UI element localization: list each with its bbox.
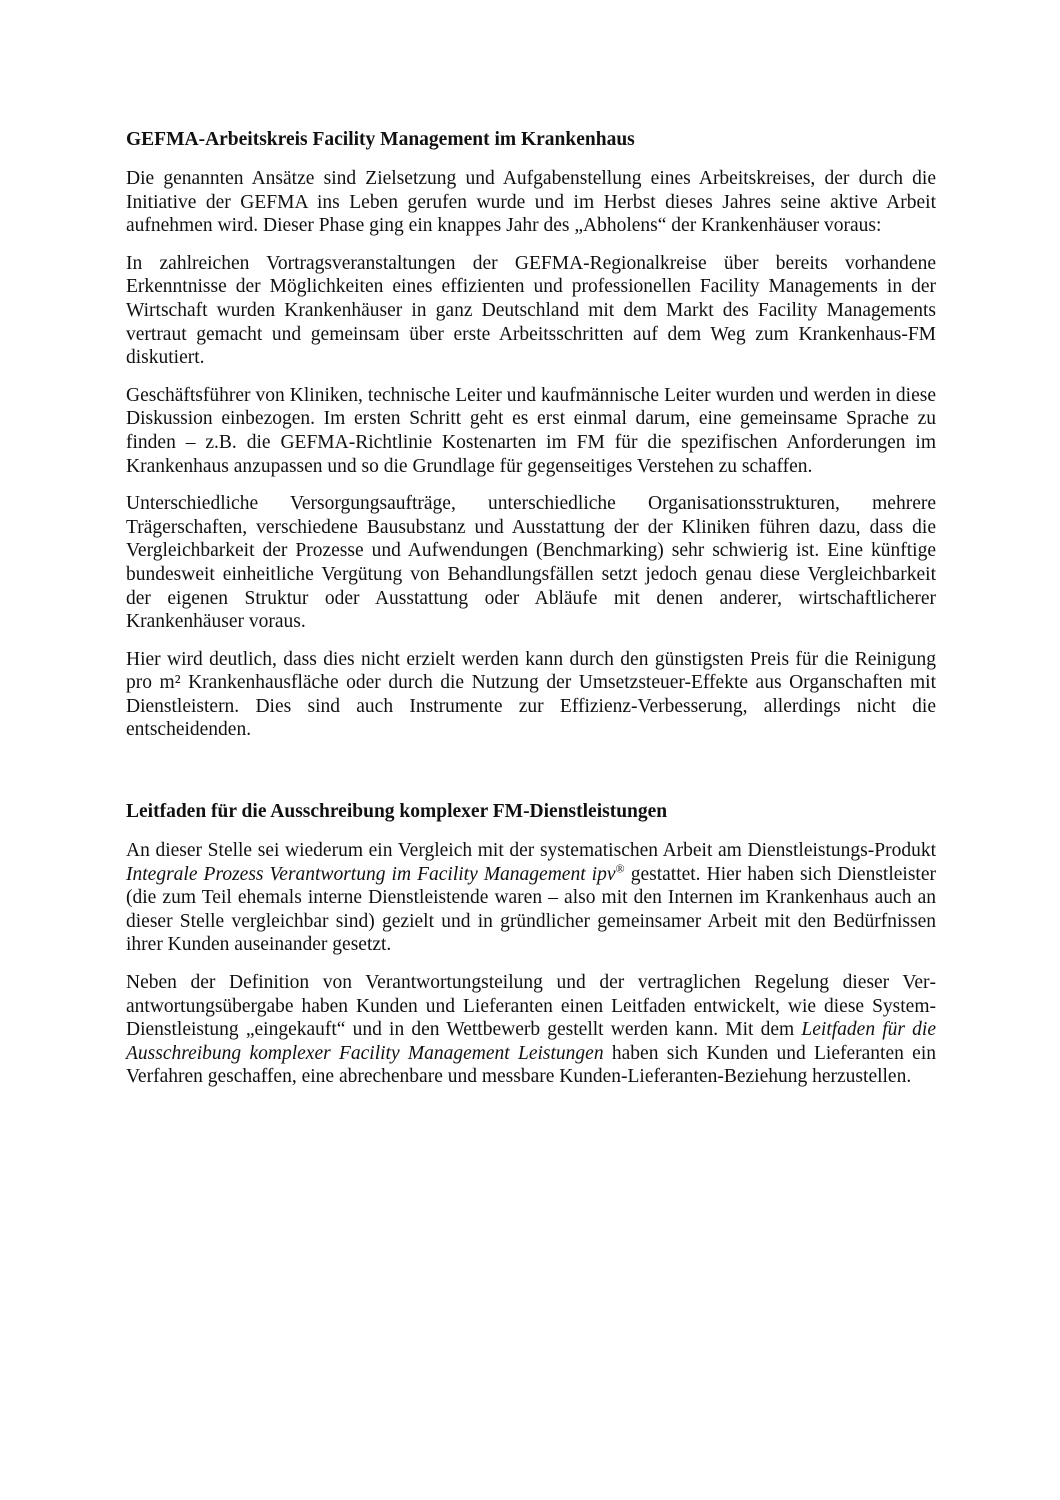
section-heading-gefma-arbeitskreis: GEFMA-Arbeitskreis Facility Management im Krankenhaus	[126, 129, 635, 150]
paragraph: Unterschiedliche Versorgungsaufträge, unterschiedliche Organisationsstrukturen, mehrere Trägerschaften, verschiedene Bausubstanz und Ausstattung der der Kliniken führen dazu, dass die Vergleichbarkeit der Prozesse und Aufwendungen (Benchmarking) sehr schwierig ist. Eine künftige bundesweit einheitliche Vergütung von Behandlungsfällen setzt jedoch genau diese Vergleichbarkeit der eigenen Struktur oder Ausstattung oder Abläufe mit denen anderer, wirtschaftlicherer Krankenhäuser voraus.	[126, 493, 936, 633]
document-page	[126, 128, 936, 1103]
paragraph: Die genannten Ansätze sind Zielsetzung und Aufgabenstellung eines Arbeitskreises, der durch die Initiative der GEFMA ins Leben gerufen wurde und im Herbst dieses Jahres seine aktive Arbeit aufnehmen wird. Dieser Phase ging ein knappes Jahr des „Abholens“ der Krankenhäuser voraus:	[126, 168, 936, 237]
paragraph-text: Neben der Definition von Verantwortungsteilung und der vertraglichen Regelung dieser Verantwortungsübergabe haben Kunden und Lieferanten einen Leitfaden entwickelt, wie diese System-Dienstleistung „eingekauft“ und in den Wettbewerb gestellt werden kann. Mit dem	[126, 972, 936, 1041]
paragraph	[126, 839, 936, 957]
section-spacer	[126, 756, 936, 800]
paragraph-text: An dieser Stelle sei wiederum ein Vergleich mit der systematischen Arbeit am Dienstleistungs-Produkt	[126, 840, 936, 862]
paragraph-text: haben sich Kunden und Lieferanten ein Verfahren geschaffen, eine abrechenbare und messbare Kunden-Lieferanten-Beziehung herzustellen.	[126, 1042, 936, 1088]
registered-mark: ®	[615, 861, 625, 876]
product-title-italic: Integrale Prozess Verantwortung im Facility Management ipv	[126, 863, 616, 885]
paragraph: Hier wird deutlich, dass dies nicht erzielt werden kann durch den günstigsten Preis für die Reinigung pro m² Krankenhausfläche oder durch die Nutzung der Umsetzsteuer-Effekte aus Organschaften mit Dienstleistern. Dies sind auch Instrumente zur Effizienz-Verbesserung, allerdings nicht die entscheidenden.	[126, 648, 936, 741]
section-heading-leitfaden: Leitfaden für die Ausschreibung komplexer FM-Dienstleistungen	[126, 801, 668, 823]
guideline-title-italic: Leitfaden für die Ausschreibung komplexer Facility Management Leistungen	[126, 1019, 936, 1064]
paragraph: In zahlreichen Vortragsveranstaltungen der GEFMA-Regionalkreise über bereits vorhandene Erkenntnisse der Möglichkeiten eines effizienten und professionellen Facility Managements in der Wirtschaft wurden Krankenhäuser in ganz Deutschland mit dem Markt des Facility Managements vertraut gemacht und gemeinsam über erste Arbeitsschritten auf dem Weg zum Krankenhaus-FM diskutiert.	[126, 252, 936, 369]
paragraph	[126, 971, 936, 1089]
paragraph-text: gestattet. Hier haben sich Dienstleister (die zum Teil ehemals interne Dienstleistende waren – also mit den Internen im Krankenhaus auch an dieser Stelle vergleichbar sind) gezielt und in gründlicher gemeinsamer Arbeit mit den Bedürfnissen ihrer Kunden auseinander gesetzt.	[126, 863, 936, 956]
paragraph: Geschäftsführer von Kliniken, technische Leiter und kaufmännische Leiter wurden und werden in diese Diskussion einbezogen. Im ersten Schritt geht es erst einmal darum, eine gemeinsame Sprache zu finden – z.B. die GEFMA-Richtlinie Kostenarten im FM für die spezifischen Anforderungen im Krankenhaus anzupassen und so die Grundlage für gegenseitiges Verstehen zu schaffen.	[126, 384, 936, 477]
